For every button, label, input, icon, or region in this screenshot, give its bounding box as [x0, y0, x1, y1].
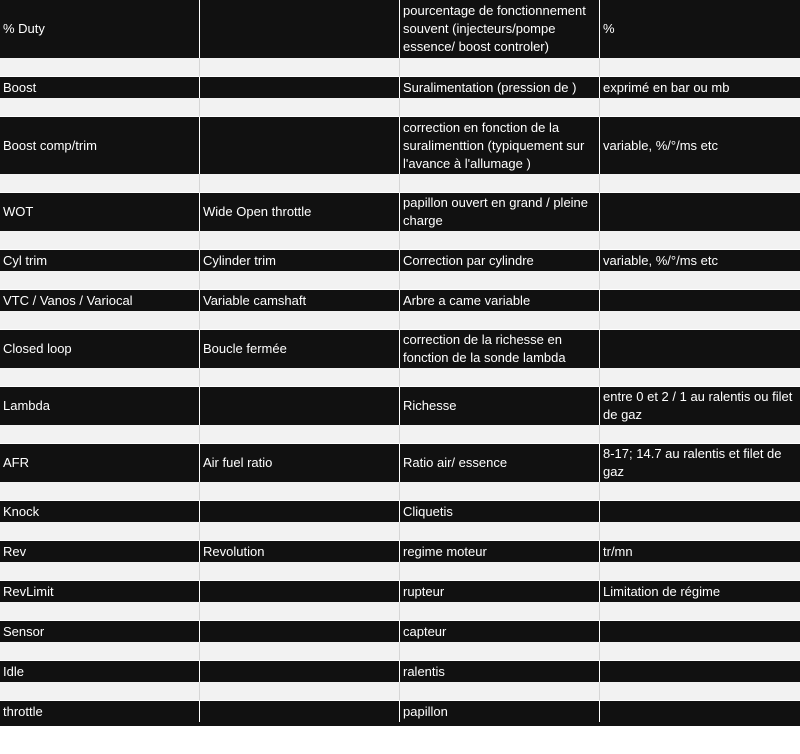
spacer-cell: [600, 562, 800, 581]
spacer-cell: [600, 231, 800, 250]
table-cell: ralentis: [400, 661, 600, 682]
spacer-cell: [600, 522, 800, 541]
table-cell: Revolution: [200, 541, 400, 562]
spacer-cell: [0, 642, 200, 661]
table-cell: Variable camshaft: [200, 290, 400, 311]
spacer-cell: [200, 58, 400, 77]
table-cell: Boost: [0, 77, 200, 98]
table-cell: [600, 701, 800, 722]
spacer-row: [0, 368, 800, 387]
table-row: [0, 701, 800, 722]
spacer-cell: [200, 642, 400, 661]
spacer-cell: [400, 642, 600, 661]
table-cell: Lambda: [0, 387, 200, 425]
spacer-row: [0, 425, 800, 444]
spacer-cell: [600, 58, 800, 77]
spacer-cell: [400, 271, 600, 290]
table-row: [0, 330, 800, 368]
table-row: [0, 581, 800, 602]
table-row: [0, 0, 800, 58]
table-cell: papillon ouvert en grand / pleine charge: [400, 193, 600, 231]
spacer-row: [0, 602, 800, 621]
table-cell: [600, 330, 800, 368]
table-cell: [600, 290, 800, 311]
table-cell: [600, 661, 800, 682]
table-cell: VTC / Vanos / Variocal: [0, 290, 200, 311]
spacer-cell: [200, 682, 400, 701]
spacer-row: [0, 271, 800, 290]
table-cell: throttle: [0, 701, 200, 722]
table-cell: Sensor: [0, 621, 200, 642]
table-cell: Suralimentation (pression de ): [400, 77, 600, 98]
table-cell: papillon: [400, 701, 600, 722]
spacer-cell: [200, 562, 400, 581]
spacer-cell: [400, 522, 600, 541]
spacer-cell: [0, 271, 200, 290]
spacer-cell: [600, 311, 800, 330]
spacer-cell: [0, 562, 200, 581]
table-row: [0, 444, 800, 482]
table-cell: correction en fonction de la suralimenttion (typiquement sur l'avance à l'allumage ): [400, 117, 600, 174]
table-cell: 8-17; 14.7 au ralentis et filet de gaz: [603, 446, 782, 479]
spacer-row: [0, 58, 800, 77]
table-cell: Wide Open throttle: [200, 193, 400, 231]
spacer-cell: [600, 174, 800, 193]
table-cell: Boost comp/trim: [0, 117, 200, 174]
table-cell: Ratio air/ essence: [400, 444, 600, 482]
table-cell: [600, 621, 800, 642]
spacer-cell: [400, 98, 600, 117]
table-row: [0, 250, 800, 271]
table-cell: [200, 701, 400, 722]
spacer-row: [0, 174, 800, 193]
spacer-cell: [400, 311, 600, 330]
spacer-cell: [600, 602, 800, 621]
table-cell: Cliquetis: [400, 501, 600, 522]
table-row: [0, 541, 800, 562]
table-cell: [600, 193, 800, 231]
table-row: [0, 193, 800, 231]
table-cell: rupteur: [400, 581, 600, 602]
spacer-cell: [400, 425, 600, 444]
spacer-cell: [0, 174, 200, 193]
table-row: [0, 661, 800, 682]
table-cell: % Duty: [0, 0, 200, 58]
spacer-row: [0, 682, 800, 701]
table-cell: [200, 0, 400, 58]
spacer-cell: [0, 425, 200, 444]
table-cell: regime moteur: [400, 541, 600, 562]
spacer-cell: [0, 482, 200, 501]
spacer-cell: [600, 642, 800, 661]
table-row: [0, 290, 800, 311]
spacer-cell: [200, 482, 400, 501]
spacer-cell: [600, 425, 800, 444]
spacer-row: [0, 231, 800, 250]
table-cell: entre 0 et 2 / 1 au ralentis ou filet de gaz: [603, 389, 793, 422]
spacer-cell: [400, 562, 600, 581]
spacer-cell: [0, 368, 200, 387]
spacer-cell: [0, 682, 200, 701]
table-cell: Boucle fermée: [200, 330, 400, 368]
table-row: [0, 77, 800, 98]
spacer-cell: [400, 602, 600, 621]
table-cell: [200, 387, 400, 425]
spacer-cell: [0, 231, 200, 250]
spacer-cell: [400, 482, 600, 501]
table-cell: variable, %/°/ms etc: [603, 137, 719, 153]
spacer-row: [0, 562, 800, 581]
table-cell: Arbre a came variable: [400, 290, 600, 311]
spacer-row: [0, 98, 800, 117]
table-cell: [200, 501, 400, 522]
table-cell: Air fuel ratio: [200, 444, 400, 482]
spacer-cell: [200, 98, 400, 117]
spacer-cell: [0, 58, 200, 77]
table-cell: correction de la richesse en fonction de la sonde lambda: [400, 330, 600, 368]
spacer-cell: [600, 682, 800, 701]
table-cell: Richesse: [400, 387, 600, 425]
table-row: [0, 501, 800, 522]
bottom-border: [0, 722, 800, 726]
spacer-cell: [400, 231, 600, 250]
spacer-cell: [200, 174, 400, 193]
spacer-cell: [200, 271, 400, 290]
spacer-cell: [400, 174, 600, 193]
table-cell: [200, 661, 400, 682]
table-cell: [200, 621, 400, 642]
spacer-cell: [200, 602, 400, 621]
table-cell: WOT: [0, 193, 200, 231]
spacer-row: [0, 311, 800, 330]
spacer-cell: [200, 231, 400, 250]
spacer-cell: [600, 368, 800, 387]
table-cell: Idle: [0, 661, 200, 682]
spacer-cell: [200, 522, 400, 541]
table-cell: RevLimit: [0, 581, 200, 602]
spacer-cell: [0, 602, 200, 621]
table-cell: tr/mn: [603, 543, 633, 559]
table-cell: Limitation de régime: [603, 583, 721, 599]
table-cell: Knock: [0, 501, 200, 522]
table-cell: variable, %/°/ms etc: [603, 252, 719, 268]
spacer-row: [0, 522, 800, 541]
table-cell: Cylinder trim: [200, 250, 400, 271]
table-cell: Rev: [0, 541, 200, 562]
table-cell: [200, 77, 400, 98]
spacer-cell: [400, 58, 600, 77]
table-cell: Cyl trim: [0, 250, 200, 271]
spacer-row: [0, 482, 800, 501]
spacer-cell: [600, 98, 800, 117]
spacer-cell: [0, 522, 200, 541]
spacer-cell: [600, 482, 800, 501]
spacer-cell: [0, 311, 200, 330]
table-cell: [200, 581, 400, 602]
spacer-cell: [200, 311, 400, 330]
table-row: [0, 117, 800, 174]
spacer-cell: [400, 682, 600, 701]
table-cell: Correction par cylindre: [400, 250, 600, 271]
table-cell: exprimé en bar ou mb: [603, 79, 730, 95]
spacer-cell: [200, 425, 400, 444]
spacer-cell: [600, 271, 800, 290]
table-cell: [600, 501, 800, 522]
table-cell: capteur: [400, 621, 600, 642]
table-cell: AFR: [0, 444, 200, 482]
table-cell: Closed loop: [0, 330, 200, 368]
table-row: [0, 387, 800, 425]
table-cell: %: [603, 21, 615, 36]
spacer-row: [0, 642, 800, 661]
table-cell: [200, 117, 400, 174]
spacer-cell: [400, 368, 600, 387]
spacer-cell: [0, 98, 200, 117]
table-cell: pourcentage de fonctionnement souvent (injecteurs/pompe essence/ boost controler): [400, 0, 600, 58]
table-row: [0, 621, 800, 642]
spacer-cell: [200, 368, 400, 387]
